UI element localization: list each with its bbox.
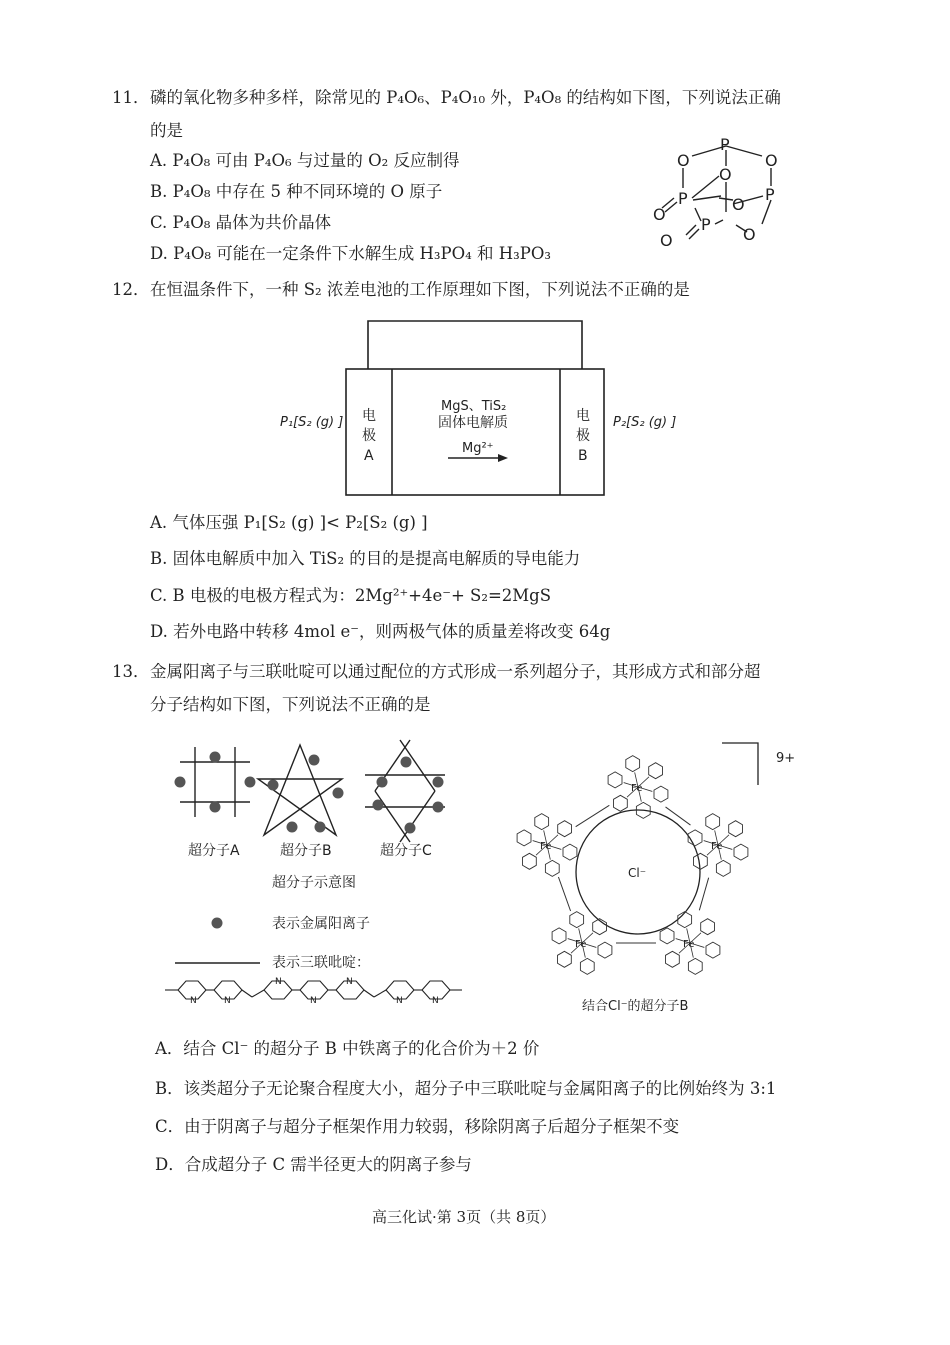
ethylene-linker bbox=[666, 807, 691, 825]
concentration-cell-diagram bbox=[270, 315, 690, 505]
electrode-a-char-1: 电 bbox=[362, 408, 376, 424]
electrode-a-char-2: 极 bbox=[362, 428, 376, 444]
terpy-n: N bbox=[310, 996, 317, 1005]
q11-option-a: A. P₄O₈ 可由 P₄O₆ 与过量的 O₂ 反应制得 bbox=[150, 151, 460, 170]
p4o8-structure-diagram bbox=[635, 128, 795, 253]
pyridine-ring bbox=[523, 853, 537, 869]
terpy-n: N bbox=[275, 977, 282, 987]
pyridine-ring bbox=[678, 912, 692, 928]
q13-stem: 金属阳离子与三联吡啶可以通过配位的方式形成一系列超分子，其形成方式和部分超 bbox=[150, 662, 761, 681]
metal-dot bbox=[287, 822, 298, 833]
q12-number: 12． bbox=[112, 280, 150, 299]
metal-dot bbox=[315, 822, 326, 833]
q11-number: 11． bbox=[112, 88, 150, 107]
electrode-a-char-3: A bbox=[364, 448, 374, 464]
fe-center-label: Fe bbox=[683, 939, 695, 950]
terpy-n: N bbox=[346, 977, 353, 987]
p4o8-o-2: O bbox=[765, 151, 778, 170]
fe-center-label: Fe bbox=[711, 841, 723, 852]
charge-label: 9+ bbox=[776, 751, 796, 766]
metal-dot bbox=[268, 780, 279, 791]
pyridine-ring bbox=[580, 958, 594, 974]
chloride-bound-supramolecule-diagram bbox=[490, 735, 820, 1015]
q13-option-a: A．结合 Cl⁻ 的超分子 B 中铁离子的化合价为＋2 价 bbox=[155, 1039, 540, 1058]
q12-option-a: A. 气体压强 P₁[S₂ (g) ]< P₂[S₂ (g) ] bbox=[150, 513, 428, 532]
fe-center-label: Fe bbox=[631, 783, 643, 794]
terpy-n: N bbox=[432, 996, 439, 1005]
electrode-b-char-1: 电 bbox=[576, 408, 590, 424]
pyridine-ring bbox=[660, 928, 674, 944]
metal-dot bbox=[175, 777, 186, 788]
legend-metal-dot bbox=[212, 918, 223, 929]
pyridine-ring bbox=[517, 830, 531, 846]
metal-dot bbox=[373, 800, 384, 811]
q12-option-d: D. 若外电路中转移 4mol e⁻，则两极气体的质量差将改变 64g bbox=[150, 622, 611, 641]
p4o8-o-6: O bbox=[743, 225, 756, 244]
label-supramolecule-a: 超分子A bbox=[188, 843, 240, 859]
ethylene-linker bbox=[576, 805, 610, 826]
terpy-n: N bbox=[190, 996, 197, 1005]
pyridine-ring bbox=[598, 942, 612, 958]
pyridine-ring bbox=[558, 951, 572, 967]
metal-dot bbox=[433, 802, 444, 813]
metal-dot bbox=[309, 755, 320, 766]
metal-dot bbox=[401, 757, 412, 768]
q11-option-d: D. P₄O₈ 可能在一定条件下水解生成 H₃PO₄ 和 H₃PO₃ bbox=[150, 244, 551, 263]
terpy-n: N bbox=[396, 996, 403, 1005]
metal-dot bbox=[333, 788, 344, 799]
pyridine-ring bbox=[570, 912, 584, 928]
p4o8-p-top: P bbox=[720, 135, 730, 154]
left-gas-pressure-label: P₁[S₂ (g) ] bbox=[280, 415, 344, 430]
p4o8-p-bottom: P bbox=[701, 215, 711, 234]
pyridine-ring bbox=[701, 919, 715, 935]
metal-dot bbox=[433, 777, 444, 788]
p4o8-o-1: O bbox=[677, 151, 690, 170]
pyridine-ring bbox=[729, 821, 743, 837]
pyridine-ring bbox=[654, 786, 668, 802]
q11-stem-cont: 的是 bbox=[150, 121, 183, 140]
pyridine-ring bbox=[666, 951, 680, 967]
metal-dot bbox=[210, 752, 221, 763]
pyridine-ring bbox=[608, 772, 622, 788]
q11-option-c: C. P₄O₈ 晶体为共价晶体 bbox=[150, 213, 332, 232]
fe-center-label: Fe bbox=[540, 841, 552, 852]
supramolecule-schematic bbox=[160, 735, 480, 1005]
ethylene-linker bbox=[558, 877, 570, 911]
page-footer: 高三化试·第 3页（共 8页） bbox=[372, 1208, 556, 1226]
q13-option-d: D．合成超分子 C 需半径更大的阴离子参与 bbox=[155, 1155, 472, 1174]
legend-ligand-text: 表示三联吡啶： bbox=[272, 955, 370, 971]
metal-dot bbox=[245, 777, 256, 788]
mg-ion-label: Mg²⁺ bbox=[462, 441, 494, 456]
pyridine-ring bbox=[558, 821, 572, 837]
schematic-caption: 超分子示意图 bbox=[272, 875, 356, 891]
metal-dot bbox=[377, 777, 388, 788]
pyridine-ring bbox=[545, 860, 559, 876]
q12-stem: 在恒温条件下，一种 S₂ 浓差电池的工作原理如下图，下列说法不正确的是 bbox=[150, 280, 690, 299]
q13-option-c: C．由于阴离子与超分子框架作用力较弱，移除阴离子后超分子框架不变 bbox=[155, 1117, 680, 1136]
q13-option-b: B．该类超分子无论聚合程度大小，超分子中三联吡啶与金属阳离子的比例始终为 3:1 bbox=[155, 1079, 777, 1098]
terpy-n: N bbox=[224, 996, 231, 1005]
q11-stem: 磷的氧化物多种多样，除常见的 P₄O₆、P₄O₁₀ 外，P₄O₈ 的结构如下图，下列说法正确 bbox=[150, 88, 781, 107]
pyridine-ring bbox=[535, 814, 549, 830]
chloride-label: Cl⁻ bbox=[628, 866, 647, 880]
pyridine-ring bbox=[688, 958, 702, 974]
p4o8-o-7: O bbox=[660, 231, 673, 250]
p4o8-o-4: O bbox=[732, 195, 745, 214]
pyridine-ring bbox=[716, 860, 730, 876]
fe-center-label: Fe bbox=[575, 939, 587, 950]
q12-option-b: B. 固体电解质中加入 TiS₂ 的目的是提高电解质的导电能力 bbox=[150, 549, 581, 568]
pyridine-ring bbox=[706, 814, 720, 830]
p4o8-p-right: P bbox=[765, 185, 775, 204]
q13-stem-cont: 分子结构如下图，下列说法不正确的是 bbox=[150, 695, 431, 714]
label-supramolecule-c: 超分子C bbox=[380, 843, 432, 859]
pyridine-ring bbox=[649, 763, 663, 779]
q12-option-c: C. B 电极的电极方程式为：2Mg²⁺+4e⁻+ S₂=2MgS bbox=[150, 586, 552, 605]
pyridine-ring bbox=[706, 942, 720, 958]
solid-electrolyte-label: 固体电解质 bbox=[438, 415, 508, 431]
pyridine-ring bbox=[614, 795, 628, 811]
q11-option-b: B. P₄O₈ 中存在 5 种不同环境的 O 原子 bbox=[150, 182, 443, 201]
electrolyte-composition-label: MgS、TiS₂ bbox=[441, 399, 507, 414]
pyridine-ring bbox=[626, 756, 640, 772]
p4o8-o-3: O bbox=[719, 165, 732, 184]
ethylene-linker bbox=[699, 878, 708, 911]
pyridine-ring bbox=[734, 844, 748, 860]
p4o8-p-left: P bbox=[678, 189, 688, 208]
structure-caption: 结合Cl⁻的超分子B bbox=[582, 999, 689, 1014]
electrode-b-char-3: B bbox=[578, 448, 588, 464]
metal-dot bbox=[405, 823, 416, 834]
pyridine-ring bbox=[563, 844, 577, 860]
pyridine-ring bbox=[552, 928, 566, 944]
metal-dot bbox=[210, 802, 221, 813]
label-supramolecule-b: 超分子B bbox=[280, 843, 332, 859]
electrode-b-char-2: 极 bbox=[576, 428, 590, 444]
legend-metal-text: 表示金属阳离子 bbox=[272, 916, 370, 932]
right-gas-pressure-label: P₂[S₂ (g) ] bbox=[613, 415, 677, 430]
p4o8-o-5: O bbox=[653, 205, 666, 224]
q13-number: 13． bbox=[112, 662, 150, 681]
